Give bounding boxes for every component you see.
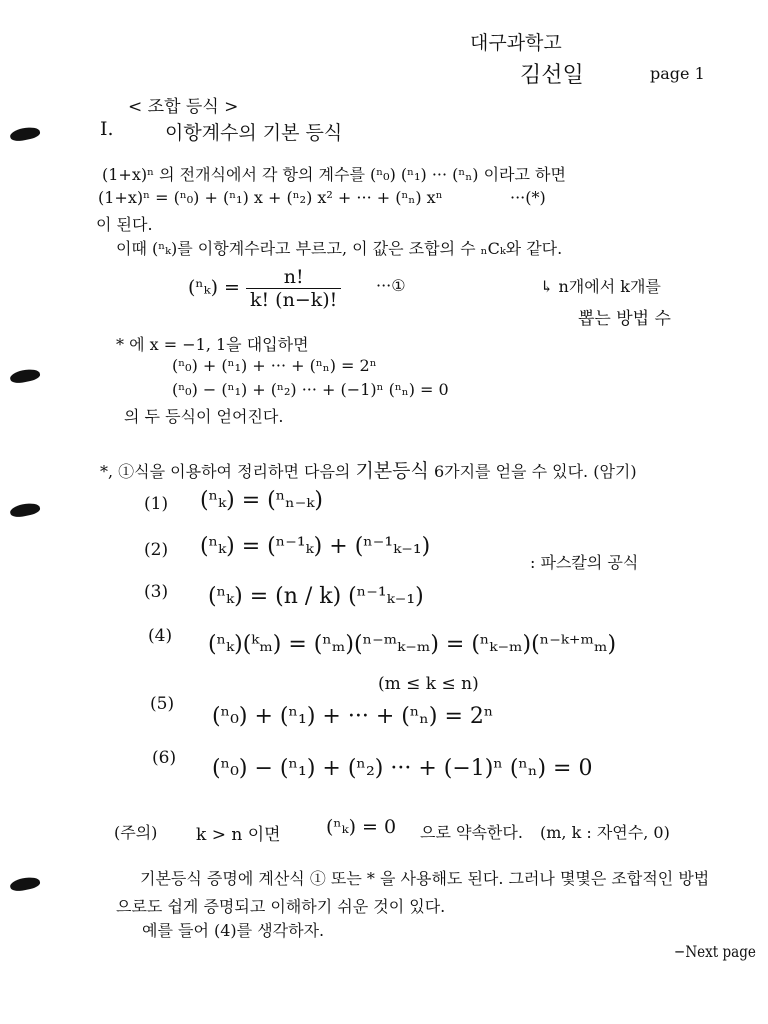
page-number: page 1 xyxy=(650,64,705,83)
caution-equation: (ⁿₖ) = 0 xyxy=(326,816,397,838)
punch-hole-mark xyxy=(9,125,41,143)
substitution-eq-2: (ⁿ₀) − (ⁿ₁) + (ⁿ₂) ··· + (−1)ⁿ (ⁿₙ) = 0 xyxy=(172,380,449,399)
identity-2-formula: (ⁿₖ) = (ⁿ⁻¹ₖ) + (ⁿ⁻¹ₖ₋₁) xyxy=(200,534,431,559)
identity-4-formula: (ⁿₖ)(ᵏₘ) = (ⁿₘ)(ⁿ⁻ᵐₖ₋ₘ) = (ⁿₖ₋ₘ)(ⁿ⁻ᵏ⁺ᵐₘ) xyxy=(208,632,617,657)
identity-5-label: (5) xyxy=(150,694,175,714)
punch-hole-mark xyxy=(9,875,41,893)
identity-2-label: (2) xyxy=(144,540,169,560)
caution-text: 으로 약속한다. xyxy=(420,823,523,842)
definition-tag: ···① xyxy=(376,276,406,295)
definition-lhs: (ⁿₖ) = xyxy=(188,276,240,299)
substitution-eq-1: (ⁿ₀) + (ⁿ₁) + ··· + (ⁿₙ) = 2ⁿ xyxy=(172,356,377,375)
identities-intro-suffix: 6가지를 얻을 수 있다. (암기) xyxy=(433,462,637,481)
closing-line-2: 으로도 쉽게 증명되고 이해하기 쉬운 것이 있다. xyxy=(116,897,446,916)
identity-4-condition: (m ≤ k ≤ n) xyxy=(378,674,479,694)
intro-line-4: 이때 (ⁿₖ)를 이항계수라고 부르고, 이 값은 조합의 수 ₙCₖ와 같다. xyxy=(116,239,563,258)
heading-number: I. xyxy=(100,118,114,140)
definition-fraction xyxy=(246,266,341,311)
closing-line-3: 예를 들어 (4)를 생각하자. xyxy=(142,921,325,940)
identity-2-note: : 파스칼의 공식 xyxy=(530,553,639,572)
identity-5-formula: (ⁿ₀) + (ⁿ₁) + ··· + (ⁿₙ) = 2ⁿ xyxy=(212,704,494,729)
header-school: 대구과학고 xyxy=(470,32,562,54)
identity-4-label: (4) xyxy=(148,626,173,646)
intro-line-2: (1+x)ⁿ = (ⁿ₀) + (ⁿ₁) x + (ⁿ₂) x² + ··· + (ⁿₙ) xⁿ xyxy=(98,188,443,207)
identity-3-label: (3) xyxy=(144,582,169,602)
definition-formula xyxy=(188,266,341,311)
identity-1-label: (1) xyxy=(144,494,169,514)
punch-hole-mark xyxy=(9,501,41,519)
intro-line-1: (1+x)ⁿ 의 전개식에서 각 항의 계수를 (ⁿ₀) (ⁿ₁) ··· (ⁿₙ) 이라고 하면 xyxy=(102,165,566,184)
identity-3-formula: (ⁿₖ) = (n / k) (ⁿ⁻¹ₖ₋₁) xyxy=(208,584,424,609)
definition-numerator: n! xyxy=(246,266,341,289)
caution-parenthetical: (m, k : 자연수, 0) xyxy=(540,823,670,842)
substitution-line-2: 의 두 등식이 얻어진다. xyxy=(124,407,284,426)
identity-1-formula: (ⁿₖ) = (ⁿₙ₋ₖ) xyxy=(200,488,323,513)
next-page-note: −Next page xyxy=(674,942,756,961)
definition-note-1: ↳ n개에서 k개를 xyxy=(540,277,661,296)
identity-6-label: (6) xyxy=(152,748,177,768)
identity-6-formula: (ⁿ₀) − (ⁿ₁) + (ⁿ₂) ··· + (−1)ⁿ (ⁿₙ) = 0 xyxy=(212,756,593,781)
definition-note-2: 뽑는 방법 수 xyxy=(578,309,671,329)
closing-line-1: 기본등식 증명에 계산식 ① 또는 * 을 사용해도 된다. 그러나 몇몇은 조합적인 방법 xyxy=(140,869,710,888)
substitution-line-1: * 에 x = −1, 1을 대입하면 xyxy=(116,335,309,354)
intro-line-3: 이 된다. xyxy=(96,215,153,234)
identities-intro-emphasis: 기본등식 xyxy=(355,460,429,482)
identities-intro xyxy=(100,456,637,483)
identities-intro-prefix: *, ①식을 이용하여 정리하면 다음의 xyxy=(100,462,351,481)
caution-label: (주의) xyxy=(114,823,158,842)
intro-line-2-tag: ···(*) xyxy=(510,188,546,207)
definition-denominator: k! (n−k)! xyxy=(249,289,338,311)
heading-text: 이항계수의 기본 등식 xyxy=(165,122,343,144)
section-title: < 조합 등식 > xyxy=(128,97,239,117)
punch-hole-mark xyxy=(9,367,41,385)
caution-condition: k > n 이면 xyxy=(196,825,281,845)
header-name: 김선일 xyxy=(520,63,584,88)
